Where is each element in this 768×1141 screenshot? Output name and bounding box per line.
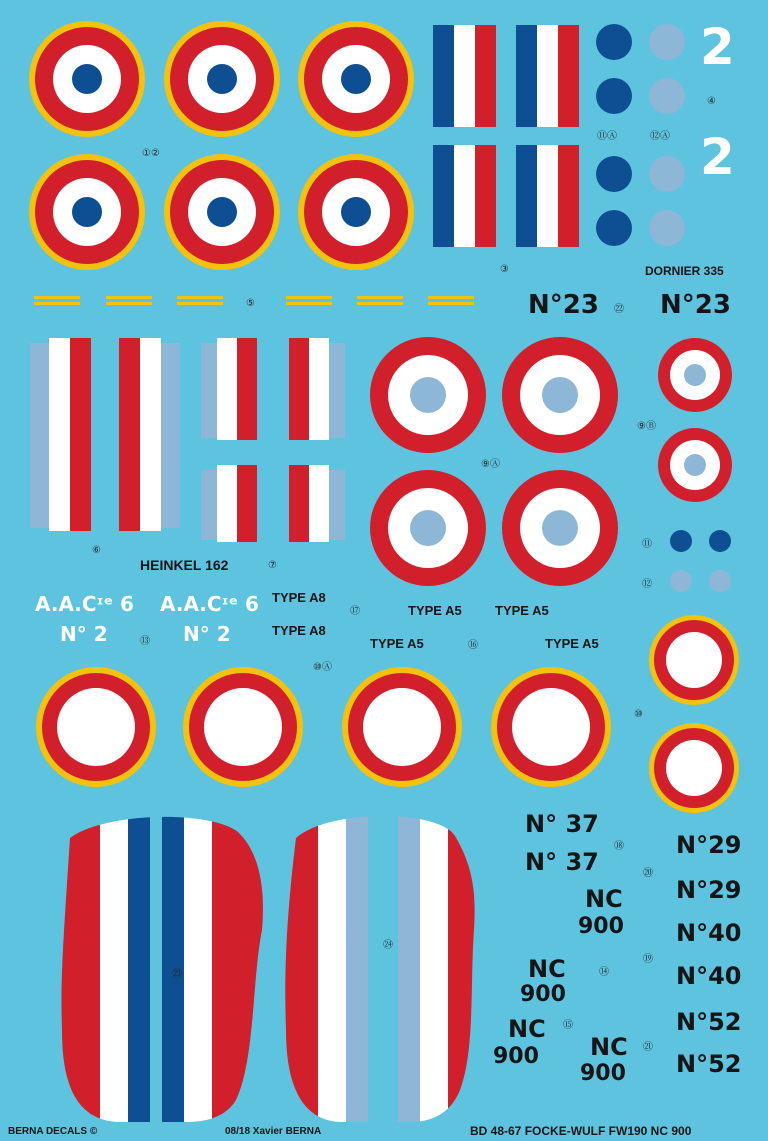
callout-10: ⑩: [634, 709, 643, 720]
marking-aac6: A.A.Cᶦᵉ 6: [35, 592, 134, 616]
callout-22: ㉒: [614, 304, 624, 315]
marking-n52: N°52: [676, 1008, 742, 1036]
callout-10a: ⑩Ⓐ: [313, 662, 332, 673]
rudder-flag: [516, 145, 579, 247]
marking-nc: NC: [508, 1015, 546, 1043]
heinkel-rudder-small: [289, 338, 345, 440]
tiny-dots: [670, 530, 731, 592]
roundel-yellow-blue: [298, 21, 414, 137]
heinkel-label: HEINKEL 162: [140, 557, 229, 573]
roundel-yellow-white: [183, 667, 303, 787]
callout-16: ⑯: [468, 640, 478, 651]
marking-no2: N° 2: [183, 622, 231, 646]
callout-21: ㉑: [643, 1042, 653, 1053]
footer-product-title: BD 48-67 FOCKE-WULF FW190 NC 900: [470, 1124, 692, 1138]
marking-n37: N° 37: [525, 810, 599, 838]
cowling-decal-24: [280, 805, 488, 1125]
rudder-flag: [433, 25, 496, 127]
marking-n23: N°23: [528, 290, 599, 320]
callout-12a: ⑫Ⓐ: [650, 131, 670, 142]
marking-nc: NC: [528, 955, 566, 983]
marking-n29: N°29: [676, 831, 742, 859]
roundel-small-lightblue: [658, 338, 732, 412]
marking-type-a5: TYPE A5: [370, 636, 424, 651]
callout-14: ⑭: [599, 967, 609, 978]
footer-brand: BERNA DECALS ©: [8, 1126, 98, 1137]
callout-9b: ⑨Ⓑ: [637, 421, 656, 432]
roundel-small-lightblue: [658, 428, 732, 502]
roundel-lightblue: [370, 337, 486, 453]
marking-type-a8: TYPE A8: [272, 590, 326, 605]
roundel-yellow-white: [342, 667, 462, 787]
heinkel-rudder-tall: [119, 338, 180, 531]
dornier-label: DORNIER 335: [645, 264, 724, 278]
roundel-small-white: [649, 723, 739, 813]
callout-19: ⑲: [643, 954, 653, 965]
marking-aac6: A.A.Cᶦᵉ 6: [160, 592, 259, 616]
callout-24: ㉔: [383, 940, 393, 951]
callout-23: ㉓: [172, 969, 182, 980]
heinkel-rudder-tall: [30, 338, 91, 531]
roundel-yellow-white: [491, 667, 611, 787]
numeral-2-top: 2: [700, 18, 735, 76]
callout-17: ⑰: [350, 606, 360, 617]
marking-nc-900: 900: [520, 982, 566, 1007]
callout-18: ⑱: [614, 841, 624, 852]
marking-n40: N°40: [676, 919, 742, 947]
callout-3: ③: [500, 264, 509, 275]
callout-12: ⑫: [642, 579, 652, 590]
roundel-yellow-blue: [29, 154, 145, 270]
marking-type-a5: TYPE A5: [545, 636, 599, 651]
roundel-group-1: [29, 21, 414, 270]
marking-n29: N°29: [676, 876, 742, 904]
cowling-decal-23: [55, 805, 272, 1125]
roundel-yellow-blue: [164, 21, 280, 137]
marking-nc: NC: [585, 885, 623, 913]
callout-5: ⑤: [246, 298, 255, 309]
marking-no2: N° 2: [60, 622, 108, 646]
callout-7: ⑦: [268, 560, 277, 571]
marking-type-a5: TYPE A5: [495, 603, 549, 618]
marking-n40: N°40: [676, 962, 742, 990]
rudder-flag: [433, 145, 496, 247]
callout-9a: ⑨Ⓐ: [481, 459, 500, 470]
roundel-lightblue: [502, 470, 618, 586]
roundel-small-white: [649, 615, 739, 705]
heinkel-rudder-small: [201, 338, 257, 440]
callout-15: ⑮: [563, 1020, 573, 1031]
marking-nc-900: 900: [578, 914, 624, 939]
marking-nc-900: 900: [493, 1044, 539, 1069]
roundel-lightblue: [502, 337, 618, 453]
marking-nc-900: 900: [580, 1061, 626, 1086]
callout-11a: ⑪Ⓐ: [597, 131, 617, 142]
roundel-yellow-white: [36, 667, 156, 787]
roundel-yellow-blue: [164, 154, 280, 270]
callout-4: ④: [707, 96, 716, 107]
callout-6: ⑥: [92, 545, 101, 556]
footer-date-author: 08/18 Xavier BERNA: [225, 1126, 322, 1137]
heinkel-rudder-small: [289, 465, 345, 542]
callout-1-2: ①②: [142, 148, 160, 159]
roundel-yellow-blue: [29, 21, 145, 137]
numeral-2-bottom: 2: [700, 128, 735, 186]
rudder-flag: [516, 25, 579, 127]
marking-nc: NC: [590, 1033, 628, 1061]
roundel-yellow-blue: [298, 154, 414, 270]
callout-13: ⑬: [140, 636, 150, 647]
heinkel-rudder-small: [201, 465, 257, 542]
marking-type-a8: TYPE A8: [272, 623, 326, 638]
marking-n52: N°52: [676, 1050, 742, 1078]
marking-n23: N°23: [660, 290, 731, 320]
roundel-lightblue: [370, 470, 486, 586]
callout-20: ⑳: [643, 868, 653, 879]
marking-type-a5: TYPE A5: [408, 603, 462, 618]
marking-n37: N° 37: [525, 848, 599, 876]
callout-11: ⑪: [642, 539, 652, 550]
